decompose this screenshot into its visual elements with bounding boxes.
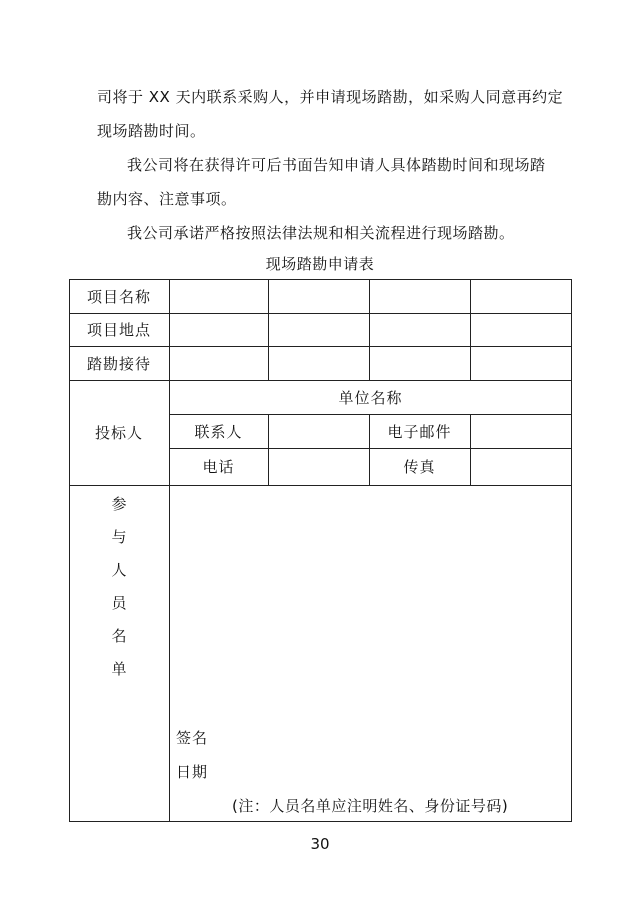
project-name-field-4[interactable] bbox=[471, 280, 571, 313]
contact-field[interactable] bbox=[269, 415, 369, 448]
inspection-reception-field-3[interactable] bbox=[370, 347, 470, 380]
participants-note: (注：人员名单应注明姓名、身份证号码) bbox=[232, 797, 509, 815]
participants-label: 参 与 人 员 名 单 bbox=[111, 495, 127, 678]
project-name-field-3[interactable] bbox=[370, 280, 470, 313]
paragraph-3-line-1: 我公司承诺严格按照法律法规和相关流程进行现场踏勘。 bbox=[127, 224, 515, 242]
unit-name-label: 单位名称 bbox=[338, 388, 403, 407]
project-location-field-3[interactable] bbox=[370, 314, 470, 346]
project-location-field-2[interactable] bbox=[269, 314, 369, 346]
paragraph-1-line-1: 司将于 XX 天内联系采购人，并申请现场踏勘，如采购人同意再约定 bbox=[97, 88, 564, 106]
project-name-field-2[interactable] bbox=[269, 280, 369, 313]
fax-label: 传真 bbox=[403, 458, 436, 476]
paragraph-1 bbox=[97, 80, 567, 148]
paragraph-2-line-1: 我公司将在获得许可后书面告知申请人具体踏勘时间和现场踏 bbox=[127, 156, 546, 174]
email-label: 电子邮件 bbox=[387, 422, 452, 441]
date-label: 日期 bbox=[176, 763, 209, 781]
paragraph-2-line-2: 勘内容、注意事项。 bbox=[97, 190, 237, 208]
email-field[interactable] bbox=[471, 415, 571, 448]
project-location-field-4[interactable] bbox=[471, 314, 571, 346]
fax-field[interactable] bbox=[471, 449, 571, 485]
paragraph-2 bbox=[97, 148, 567, 216]
project-name-field-1[interactable] bbox=[170, 280, 268, 313]
signature-label: 签名 bbox=[176, 729, 209, 747]
paragraph-1-line-2: 现场踏勘时间。 bbox=[97, 122, 206, 140]
project-location-label: 项目地点 bbox=[86, 321, 151, 339]
phone-field[interactable] bbox=[269, 449, 369, 485]
inspection-reception-field-1[interactable] bbox=[170, 347, 268, 380]
inspection-reception-label: 踏勘接待 bbox=[86, 354, 151, 373]
paragraph-3 bbox=[97, 216, 567, 250]
phone-label: 电话 bbox=[202, 458, 235, 476]
bidder-label: 投标人 bbox=[94, 424, 143, 442]
project-location-field-1[interactable] bbox=[170, 314, 268, 346]
form-title: 现场踏勘申请表 bbox=[265, 255, 375, 273]
contact-label: 联系人 bbox=[194, 422, 243, 441]
page-number: 30 bbox=[310, 835, 330, 853]
participants-list-area[interactable] bbox=[170, 486, 571, 716]
inspection-reception-field-2[interactable] bbox=[269, 347, 369, 380]
project-name-label: 项目名称 bbox=[86, 287, 151, 306]
inspection-reception-field-4[interactable] bbox=[471, 347, 571, 380]
